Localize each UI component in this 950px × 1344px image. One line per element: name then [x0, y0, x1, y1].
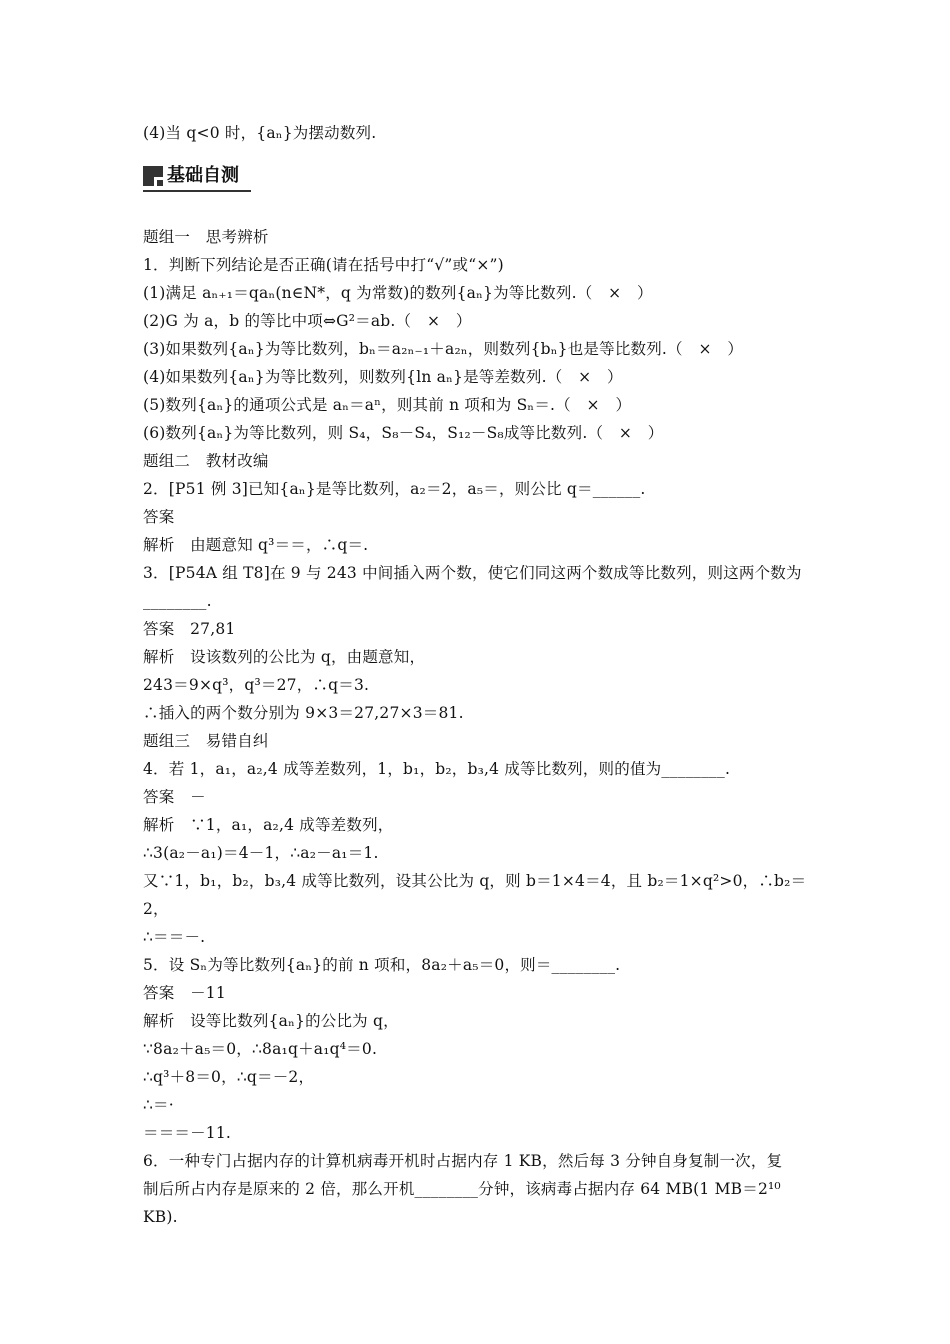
- statement-line: (2)G 为 a，b 的等比中项⇔G²＝ab.（ × ）: [143, 312, 472, 330]
- question-text: 4．若 1，a₁，a₂,4 成等差数列，1，b₁，b₂，b₃,4 成等比数列，则的值为________.: [143, 760, 731, 778]
- solution-line: ∵8a₂＋a₅＝0，∴8a₁q＋a₁q⁴＝0.: [143, 1040, 378, 1058]
- answer-line: 答案 －: [143, 788, 206, 806]
- solution-line: 解析 由题意知 q³＝＝，∴q＝.: [143, 536, 369, 554]
- answer-line: 答案 －11: [143, 984, 226, 1002]
- answer-line: 答案: [143, 508, 175, 526]
- solution-line: ∴插入的两个数分别为 9×3＝27,27×3＝81.: [143, 704, 464, 722]
- solution-line: 解析 设该数列的公比为 q，由题意知，: [143, 648, 426, 666]
- question-text: 6．一种专门占据内存的计算机病毒开机时占据内存 1 KB，然后每 3 分钟自身复制一次，复: [143, 1152, 783, 1170]
- question-text: 制后所占内存是原来的 2 倍，那么开机________分钟，该病毒占据内存 64 MB(1 MB＝2¹⁰: [143, 1180, 781, 1198]
- solution-line: ∴q³＋8＝0，∴q＝－2，: [143, 1068, 315, 1086]
- group-heading: 题组一 思考辨析: [143, 228, 269, 246]
- statement-line: (3)如果数列{aₙ}为等比数列，bₙ＝a₂ₙ₋₁＋a₂ₙ，则数列{bₙ}也是等比数列.（ × ）: [143, 340, 744, 358]
- question-text: 3．[P54A 组 T8]在 9 与 243 中间插入两个数，使它们同这两个数成等比数列，则这两个数为: [143, 564, 802, 582]
- statement-line: (1)满足 aₙ₊₁＝qaₙ(n∈N*，q 为常数)的数列{aₙ}为等比数列.（ × ）: [143, 284, 653, 302]
- group-heading: 题组三 易错自纠: [143, 732, 269, 750]
- solution-line: ∴＝＝－.: [143, 928, 206, 946]
- statement-line: (4)如果数列{aₙ}为等比数列，则数列{ln aₙ}是等差数列.（ × ）: [143, 368, 623, 386]
- section-header: [143, 160, 251, 192]
- solution-line: 又∵1，b₁，b₂，b₃,4 成等比数列，设其公比为 q，则 b＝1×4＝4，且 b₂＝1×q²>0，∴b₂＝: [143, 872, 807, 890]
- section-underline: [143, 190, 251, 192]
- answer-line: 答案 27,81: [143, 620, 236, 638]
- solution-line: 243＝9×q³，q³＝27，∴q＝3.: [143, 676, 370, 694]
- text-line: (4)当 q<0 时，{aₙ}为摆动数列.: [143, 124, 377, 142]
- question-text: 5．设 Sₙ为等比数列{aₙ}的前 n 项和，8a₂＋a₅＝0，则＝________.: [143, 956, 621, 974]
- solution-line: ∴3(a₂－a₁)＝4－1，∴a₂－a₁＝1.: [143, 844, 379, 862]
- solution-line: 解析 设等比数列{aₙ}的公比为 q，: [143, 1012, 399, 1030]
- group-heading: 题组二 教材改编: [143, 452, 269, 470]
- section-square-icon: [143, 166, 163, 186]
- question-text: KB).: [143, 1208, 178, 1226]
- solution-line: 解析 ∵1，a₁，a₂,4 成等差数列，: [143, 816, 394, 834]
- solution-line: 2，: [143, 900, 169, 918]
- question-text: 1．判断下列结论是否正确(请在括号中打“√”或“×”): [143, 256, 504, 274]
- statement-line: (5)数列{aₙ}的通项公式是 aₙ＝aⁿ，则其前 n 项和为 Sₙ＝.（ × ）: [143, 396, 632, 414]
- solution-line: ＝＝＝－11.: [143, 1124, 232, 1142]
- question-text: 2．[P51 例 3]已知{aₙ}是等比数列，a₂＝2，a₅＝，则公比 q＝______.: [143, 480, 646, 498]
- statement-line: (6)数列{aₙ}为等比数列，则 S₄，S₈－S₄，S₁₂－S₈成等比数列.（ × ）: [143, 424, 664, 442]
- section-title: 基础自测: [167, 165, 239, 186]
- question-text: ________.: [143, 592, 212, 610]
- solution-line: ∴＝·: [143, 1096, 174, 1114]
